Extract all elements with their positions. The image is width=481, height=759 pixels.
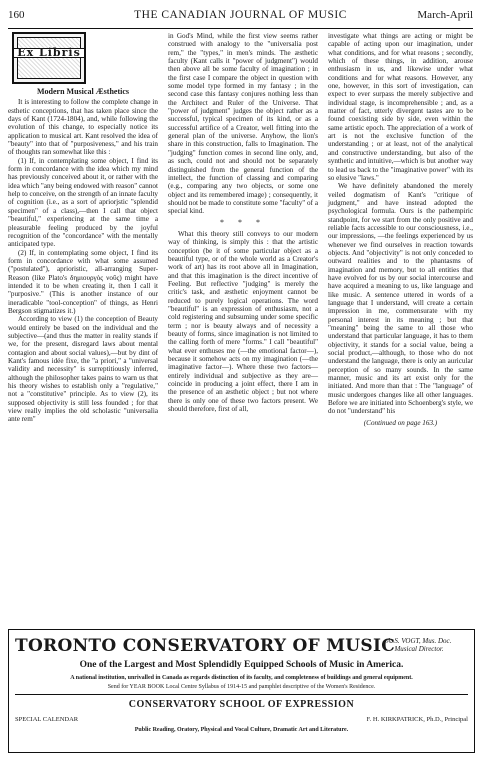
paragraph: What this theory still conveys to our modern way of thinking, is simply this : that the artistic conception (be it of some particular object as a beautiful type, or of the whole world as a Creator's work of art) has its root above all in Imagination, and that this imagination is the direct incentive of Feeling. But reflective "judging" is merely the critic's task, and æsthetic enjoyment cannot be reduced to purely logical operations. The word "beautiful" is an expression of enthusiasm, not a cold registering and subsuming under some specific term ; nor is beauty always and of necessity a beauty of forms, since imagination is not limited to the calling forth of mere "forms." I call "beautiful" what ever enthuses me (—the emotional factor—), because it somehow acts on my imagination (—the imaginative factor—). Where these two factors—entirely individual and subjective as they are—coincide in producing a joint effect, there I am in the presence of an æsthetic object ; but not where there is only one of these two factors present. We should therefore, first of all,: [168, 229, 318, 414]
journal-page: [8, 6, 473, 754]
conservatory-advertisement: [8, 629, 475, 753]
article-column-3: [328, 32, 473, 427]
paragraph: We have definitely abandoned the merely veiled dogmatism of Kant's "critique of judgment," and have instead adopted the psychological formula. Ours is the pathempiric standpoint, for we start from the only positive and reliable facts accessible to our consciousness, i.e., our impressions, —the feelings experienced by us whenever we find ourselves in reaction towards objects. And "objectivity" is not only conceded to outward realities and to the phantasms of imagination and memory, but to all entities that have evolved for us by our social intercourse and have acquired a meaning to us, like language and like music. A sentence uttered in words of a language that I understand, will create a certain impression in me, commensurate with my personal interest in its meaning ; but that "meaning" being the same to all those who understand that particular language, it has to them objectivity, it stands for a social value, being a social product,—although, to those who do not understand the language, there is only an auricular perception of so many sounds. In the same manner, music and its art exist only for the initiated. And more than that : The "language" of music undergoes changes like all other languages. Before we are initiated into Schoenberg's style, we do not "understand" his: [328, 182, 473, 416]
paragraph: (1) If, in contemplating some object, I find its form in concordance with the idea which my mind has previously conceived about it, or rather with the idea which "any being endowed with reason" cannot help to conceive, on the strength of an innate faculty of cognition (i.e., as a sort of apriorjstic "splendid specimen" of a class),—then I call that object "beautiful," experiencing at the same time a pleasurable feeling produced by the joyful recognition of the "concordance" with the mentally anticipated type.: [8, 156, 158, 249]
page-header: [8, 6, 473, 29]
divider: [15, 694, 468, 695]
ex-libris-label: Ex Libris: [14, 48, 84, 58]
section-divider: * * *: [220, 217, 266, 227]
paragraph: investigate what things are acting or might be capable of acting upon our imagination, under what conditions, and for what reasons ; secondly, which of these things, in addition, arouse enthusiasm in us, and likewise under what conditions and for what reasons. However, any one, however, in this sort of investigation, can expect to ever surpass the merely subjective and individual stage, is incomprehensible ; and, as a matter of fact, utterly divergent tastes are to be found coexisting side by side, even within the same artistic epoch. The appreciation of a work of art is not the exclusive function of the understanding ; or at least, not of the analytical and constructive understanding, but also of the synthetic and intuitive,—which is but another way to lead us back to the "imaginative power" with its so elusive "laws.": [328, 32, 473, 182]
article-column-1: [8, 32, 158, 424]
paragraph: According to view (1) the conception of Beauty would entirely be based on the individual and the subjective—(and thus the matter in reality stands if we, for the present, disregard laws about mental contagion and about social values),—but by dint of Kant's famous idée fixe, the "a priori," a "universal validity and necessity" is surreptitiously inferred, although the philosopher takes pains to warn us that his theory wishes to establish only a "regulative," not a "constitutive" principle. As to view (2), its supposed objectivity is still less founded ; for that view really implies the old scholastic "universalia ante rem": [8, 315, 158, 424]
programs-list: Public Reading, Oratory, Physical and Vocal Culture, Dramatic Art and Literature.: [134, 727, 349, 733]
paragraph: (2) If, in contemplating some object, I find its form in concordance with what some assumed ("postulated"), aprioristic, all-arranging Super-Reason (like Plato's δημιουργὸς νοῦς) might have intended it to be when creating it, then I call it "purposive." (This is another instance of our ineradicable "tool-conception" of things, as Henri Bergson stigmatizes it.): [8, 248, 158, 315]
continued-note: (Continued on page 163.): [363, 418, 438, 427]
principal-name: F. H. KIRKPATRICK, Ph.D., Principal: [366, 716, 468, 723]
article-title: Modern Musical Æsthetics: [37, 87, 129, 96]
ad-yearbook-note: Send for YEAR BOOK Local Centre Syllabus of 1914-15 and pamphlet descriptive of the Women's Residence.: [107, 684, 376, 690]
director-name: A. S. VOGT, Mus. Doc.: [386, 637, 452, 645]
ad-description: A national institution, unrivalled in Canada as regards distinction of its faculty, and completeness of buildings and general equipment.: [70, 675, 413, 681]
article-column-2: [168, 32, 318, 413]
ad-director: [370, 637, 468, 653]
page-number: 160: [8, 9, 25, 21]
journal-title: THE CANADIAN JOURNAL OF MUSIC: [134, 9, 347, 21]
special-calendar-label: SPECIAL CALENDAR: [15, 716, 79, 723]
school-of-expression-heading: CONSERVATORY SCHOOL OF EXPRESSION: [128, 699, 355, 710]
ad-tagline: One of the Largest and Most Splendidly Equipped Schools of Music in America.: [79, 660, 404, 670]
director-title: Musical Director.: [394, 645, 444, 653]
paragraph: It is interesting to follow the complete change in esthetic conceptions, that has taken place since the days of Kant (1724-1804), and, while following the evolution of this change, to especially notice its application to musical art. Kant resolved the idea of "beauty" into that of "purposiveness," and his train of thoughts ran somewhat like this :: [8, 98, 158, 157]
ex-libris-emblem: [12, 32, 86, 84]
paragraph: in God's Mind, while the first view seems rather construed with analogy to the "universalia post rem," the "types," in men's minds. The æsthetic faculty (Kant calls it "power of judgment") would then above all be some faculty of imagination ; in the first case I compare the object in question with some model type formed in my fantasy ; in the second case this fantasy conjures nothing less than the Architect and Ruler of the Universe. That "power of judgment" judges the object rather as a successful, typical specimen of its kind, or as a successful artifice of a Creator, well fitting into the general plan of the universe. Anyhow, the lion's share in this construction, falls to Imagination. The "judging" function comes in second line only, and, as such, could not and should not be separately distinguished from the general function of the intellect, the function of classing and comparing (e.g., comparing any two objects, or some one object and its remembered image) ; consequently, it should not be made to constitute some "faculty" of a special kind.: [168, 32, 318, 216]
issue-date: March-April: [417, 9, 473, 21]
ad-headline: TORONTO CONSERVATORY OF MUSIC: [15, 636, 396, 656]
